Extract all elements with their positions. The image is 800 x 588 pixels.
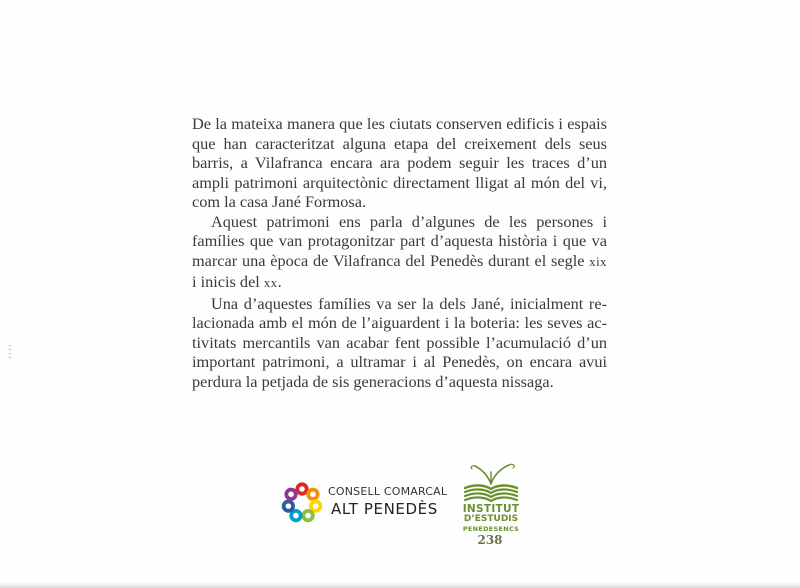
ring-dot-center: [305, 513, 311, 519]
ring-dot-center: [313, 503, 319, 509]
ring-dot-center: [286, 503, 292, 509]
page-bottom-edge: [0, 582, 800, 588]
vine-tendril-left: [475, 466, 491, 484]
iep-logo-line2: D’ESTUDIS: [463, 514, 519, 524]
consell-ring-icon: [280, 481, 324, 525]
margin-dots: [9, 345, 11, 359]
iep-logo-line3: PENEDESENCS: [462, 525, 520, 533]
consell-logo-line1: CONSELL COMARCAL: [328, 485, 448, 498]
paragraph-2-part-c: .: [277, 272, 282, 291]
body-text: [192, 114, 607, 391]
ring-dot-center: [288, 491, 294, 497]
book-vine-icon: [461, 458, 521, 502]
century-xix: xix: [589, 254, 607, 269]
paragraph-3: Una d’aquestes famílies va ser la dels Jané, inicialment relacionada amb el món de l’aiguardent i la boteria: les seves activitats mercantils van acabar fent possible l’acumulació d’un important patrimoni, a ultramar i al Penedès, on encara avui perdura la petjada de sis generacions d’aquesta nissaga.: [192, 293, 607, 391]
iep-logo-line1: INSTITUT: [462, 503, 520, 515]
book-cover-top: [465, 485, 517, 489]
ring-dot-center: [299, 486, 305, 492]
paragraph-2-part-a: Aquest patrimoni ens parla d’algunes de les persones i famílies que van protagonitzar part d’aquesta història i que va marcar una època de Vilafranca del Penedès durant el segle: [192, 211, 607, 270]
paragraph-1: De la mateixa manera que les ciutats conserven edificis i espais que han caracteritzat alguna etapa del creixement dels seus barris, a Vilafranca encara ara podem seguir les traces d’un ampli patrimoni arquitectònic directament lligat al món del vi, com la casa Jané Formosa.: [192, 114, 607, 211]
paragraph-2-part-b: i inicis del: [192, 272, 264, 291]
vine-curl-right: [509, 464, 514, 468]
paragraph-2: [192, 212, 607, 294]
ring-dot-center: [310, 491, 316, 497]
vine-tendril-right: [491, 465, 509, 484]
consell-logo-line2: ALT PENEDÈS: [331, 500, 438, 518]
consell-comarcal-logo: [280, 481, 448, 527]
ring-dot-center: [293, 513, 299, 519]
vine-curl-left: [471, 466, 475, 469]
century-xx: xx: [263, 276, 278, 290]
page-number: 238: [477, 533, 503, 547]
